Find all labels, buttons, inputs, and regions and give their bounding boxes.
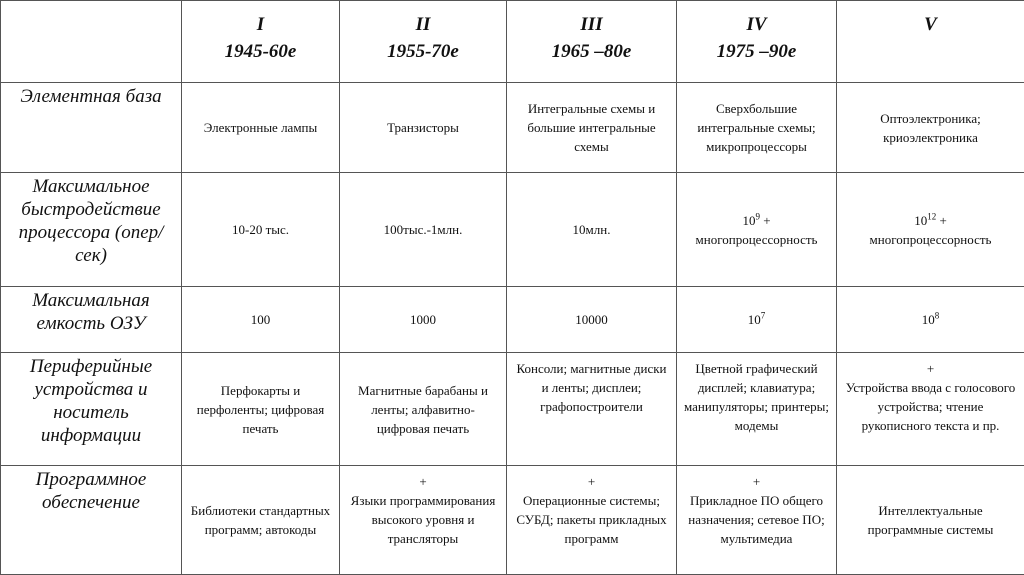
cell-line: многопроцессорность bbox=[843, 230, 1018, 249]
cell: Электронные лампы bbox=[182, 83, 340, 173]
row-label: Максимальное быстродействие процессора (опер/сек) bbox=[1, 173, 182, 287]
generation-number: V bbox=[843, 11, 1018, 38]
power-value bbox=[843, 211, 1018, 230]
cell-text: Прикладное ПО общего назначения; сетевое ПО; мультимедиа bbox=[683, 491, 830, 548]
cell bbox=[837, 353, 1024, 466]
header-generation-3 bbox=[507, 1, 677, 83]
row-label: Элементная база bbox=[1, 83, 182, 173]
cell: Магнитные барабаны и ленты; алфавитно-цифровая печать bbox=[340, 353, 507, 466]
cell-text: Операционные системы; СУБД; пакеты прикладных программ bbox=[513, 491, 670, 548]
cell: Перфокарты и перфоленты; цифровая печать bbox=[182, 353, 340, 466]
header-corner-cell bbox=[1, 1, 182, 83]
generation-number: II bbox=[346, 11, 500, 38]
generation-years: 1955-70е bbox=[346, 38, 500, 65]
power-base: 10 bbox=[914, 213, 927, 228]
plus-marker: + bbox=[513, 472, 670, 491]
generation-years: 1965 –80е bbox=[513, 38, 670, 65]
plus-marker: + bbox=[683, 472, 830, 491]
cell: Сверхбольшие интегральные схемы; микропроцессоры bbox=[677, 83, 837, 173]
header-generation-2 bbox=[340, 1, 507, 83]
cell bbox=[677, 287, 837, 353]
power-suffix: + bbox=[936, 213, 947, 228]
cell-line: многопроцессорность bbox=[683, 230, 830, 249]
cell bbox=[837, 287, 1024, 353]
header-generation-1 bbox=[182, 1, 340, 83]
row-ram bbox=[1, 287, 1024, 353]
cell: Интегральные схемы и большие интегральные схемы bbox=[507, 83, 677, 173]
cell: Цветной графический дисплей; клавиатура; манипуляторы; принтеры; модемы bbox=[677, 353, 837, 466]
row-label: Максимальная емкость ОЗУ bbox=[1, 287, 182, 353]
row-element-base bbox=[1, 83, 1024, 173]
header-row bbox=[1, 1, 1024, 83]
cell: 100 bbox=[182, 287, 340, 353]
generation-years: 1975 –90е bbox=[683, 38, 830, 65]
cell bbox=[677, 173, 837, 287]
generation-number: I bbox=[188, 11, 333, 38]
cell: Интеллектуальные программные системы bbox=[837, 466, 1024, 575]
power-exponent: 12 bbox=[927, 211, 936, 221]
cell: Консоли; магнитные диски и ленты; дисплеи; графопостроители bbox=[507, 353, 677, 466]
power-base: 10 bbox=[748, 312, 761, 327]
cell-text: Устройства ввода с голосового устройства; чтение рукописного текста и пр. bbox=[843, 378, 1018, 435]
row-label: Периферийные устройства и носитель информации bbox=[1, 353, 182, 466]
header-generation-4 bbox=[677, 1, 837, 83]
power-exponent: 7 bbox=[761, 311, 766, 321]
power-base: 10 bbox=[742, 213, 755, 228]
header-generation-5 bbox=[837, 1, 1024, 83]
cell bbox=[677, 466, 837, 575]
generation-number: III bbox=[513, 11, 670, 38]
cell bbox=[507, 466, 677, 575]
cell: 10000 bbox=[507, 287, 677, 353]
power-base: 10 bbox=[922, 312, 935, 327]
plus-marker: + bbox=[843, 359, 1018, 378]
cell: 1000 bbox=[340, 287, 507, 353]
power-suffix: + bbox=[760, 213, 771, 228]
row-speed bbox=[1, 173, 1024, 287]
row-label: Программное обеспечение bbox=[1, 466, 182, 575]
cell bbox=[340, 466, 507, 575]
cell: 10млн. bbox=[507, 173, 677, 287]
cell: Библиотеки стандартных программ; автокоды bbox=[182, 466, 340, 575]
cell-text: Языки программирования высокого уровня и трансляторы bbox=[346, 491, 500, 548]
plus-marker: + bbox=[346, 472, 500, 491]
cell bbox=[837, 173, 1024, 287]
row-peripherals bbox=[1, 353, 1024, 466]
cell: Оптоэлектроника; криоэлектроника bbox=[837, 83, 1024, 173]
cell: Транзисторы bbox=[340, 83, 507, 173]
cell: 100тыс.-1млн. bbox=[340, 173, 507, 287]
generation-years: 1945-60е bbox=[188, 38, 333, 65]
generation-number: IV bbox=[683, 11, 830, 38]
row-software bbox=[1, 466, 1024, 575]
power-exponent: 9 bbox=[755, 211, 760, 221]
power-value bbox=[683, 211, 830, 230]
cell: 10-20 тыс. bbox=[182, 173, 340, 287]
power-exponent: 8 bbox=[935, 311, 940, 321]
